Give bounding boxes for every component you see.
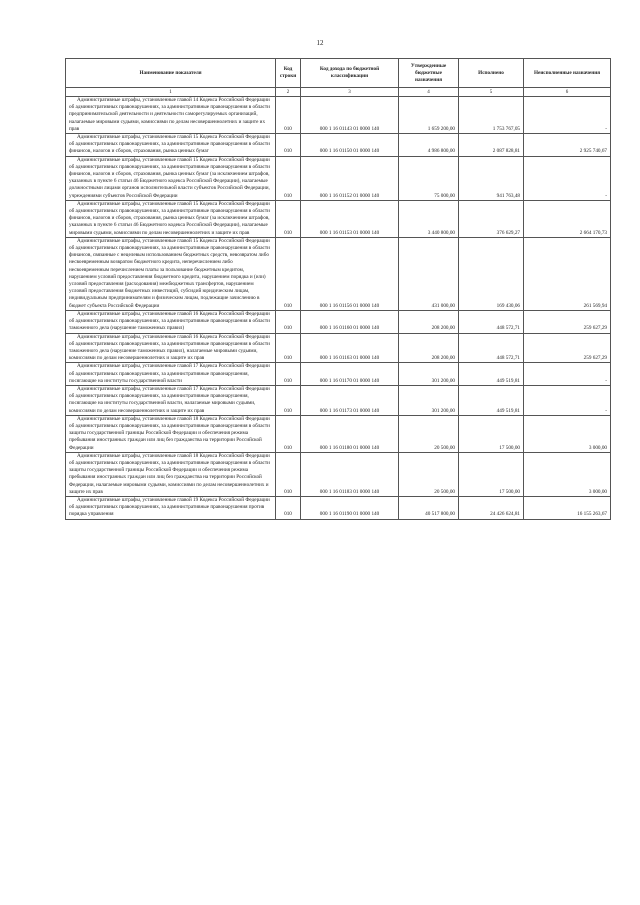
approved-amount: 301 200,00 <box>399 385 459 415</box>
approved-amount: 75 000,00 <box>399 156 459 200</box>
table-row <box>66 333 611 363</box>
executed-amount: 941 763,48 <box>459 156 524 200</box>
indicator-name: Административные штрафы, установленные главой 15 Кодекса Российской Федерации об административных правонарушениях, за административные правонарушения в области финансов, связанные с нецелевым использованием бюджетных средств, невозвратом либо несвоевременным возвратом бюджетного кредита, неперечислением либо несвоевременным перечислением платы за пользование бюджетным кредитом, нарушением условий предоставления бюджетного кредита, нарушением порядка и (или) условий предоставления (расходования) межбюджетных трансфертов, нарушением условий предоставления бюджетных инвестиций, субсидий юридическим лицам, индивидуальным предпринимателям и физическим лицам, подлежащие зачислению в бюджет субъекта Российской Федерации <box>66 237 276 310</box>
header-approved: Утвержденные бюджетные назначения <box>399 59 459 88</box>
line-code: 010 <box>276 385 301 415</box>
table-row <box>66 237 611 310</box>
indicator-name: Административные штрафы, установленные главой 15 Кодекса Российской Федерации об административных правонарушениях, за административные правонарушения в области финансов, налогов и сборов, страхования, рынка ценных бумаг <box>66 134 276 157</box>
column-number: 2 <box>276 88 301 97</box>
table-row <box>66 385 611 415</box>
line-code: 010 <box>276 452 301 496</box>
indicator-name: Административные штрафы, установленные главой 17 Кодекса Российской Федерации об административных правонарушениях, за административные правонарушения, посягающие на институты государственной власти <box>66 363 276 386</box>
approved-amount: 40 517 800,00 <box>399 496 459 519</box>
unexecuted-amount: 261 569,94 <box>524 237 611 310</box>
column-number-row <box>66 88 611 97</box>
approved-amount: 3 440 800,00 <box>399 200 459 237</box>
column-number: 4 <box>399 88 459 97</box>
unexecuted-amount: 2 925 740,67 <box>524 134 611 157</box>
approved-amount: 20 500,00 <box>399 452 459 496</box>
column-number: 1 <box>66 88 276 97</box>
indicator-name: Административные штрафы, установленные главой 15 Кодекса Российской Федерации об административных правонарушениях, за административные правонарушения в области финансов, налогов и сборов, страхования, рынка ценных бумаг (за исключением штрафов, указанных в пункте 6 статьи 46 Бюджетного кодекса Российской Федерации), налагаемые должностными лицами органов исполнительной власти субъектов Российской Федерации, учреждениями субъектов Российской Федерации <box>66 156 276 200</box>
unexecuted-amount: - <box>524 97 611 134</box>
income-code: 000 1 16 01190 01 0000 140 <box>301 496 399 519</box>
table-row <box>66 363 611 386</box>
line-code: 010 <box>276 496 301 519</box>
indicator-name: Административные штрафы, установленные главой 16 Кодекса Российской Федерации об административных правонарушениях, за административные правонарушения в области таможенного дела (нарушение таможенных правил) <box>66 310 276 333</box>
income-code: 000 1 16 01173 01 0000 140 <box>301 385 399 415</box>
line-code: 010 <box>276 333 301 363</box>
unexecuted-amount: 259 627,29 <box>524 333 611 363</box>
executed-amount: 449 519,81 <box>459 363 524 386</box>
executed-amount: 376 629,27 <box>459 200 524 237</box>
table-row <box>66 496 611 519</box>
line-code: 010 <box>276 310 301 333</box>
header-income-code: Код дохода по бюджетной классификации <box>301 59 399 88</box>
approved-amount: 431 000,00 <box>399 237 459 310</box>
unexecuted-amount: - <box>524 363 611 386</box>
header-unexecuted: Неисполненные назначения <box>524 59 611 88</box>
executed-amount: 448 572,71 <box>459 333 524 363</box>
budget-execution-table <box>65 58 611 520</box>
line-code: 010 <box>276 415 301 452</box>
approved-amount: 20 500,00 <box>399 415 459 452</box>
approved-amount: 1 659 200,00 <box>399 97 459 134</box>
income-code: 000 1 16 01163 01 0000 140 <box>301 333 399 363</box>
income-code: 000 1 16 01143 01 0000 140 <box>301 97 399 134</box>
table-row <box>66 97 611 134</box>
unexecuted-amount: 3 000,00 <box>524 415 611 452</box>
table-header-row <box>66 59 611 88</box>
unexecuted-amount: - <box>524 156 611 200</box>
approved-amount: 4 986 800,00 <box>399 134 459 157</box>
indicator-name: Административные штрафы, установленные главой 14 Кодекса Российской Федерации об административных правонарушениях, за административные правонарушения в области предпринимательской деятельности и деятельности саморегулируемых организаций, налагаемые мировыми судьями, комиссиями по делам несовершеннолетних и защите их прав <box>66 97 276 134</box>
page-number: 12 <box>316 39 324 47</box>
unexecuted-amount: 2 664 170,73 <box>524 200 611 237</box>
executed-amount: 448 572,71 <box>459 310 524 333</box>
table-row <box>66 452 611 496</box>
table-row <box>66 415 611 452</box>
executed-amount: 24 426 624,81 <box>459 496 524 519</box>
table-row <box>66 156 611 200</box>
column-number: 3 <box>301 88 399 97</box>
income-code: 000 1 16 01156 01 0000 140 <box>301 237 399 310</box>
executed-amount: 1 753 767,05 <box>459 97 524 134</box>
indicator-name: Административные штрафы, установленные главой 19 Кодекса Российской Федерации об административных правонарушениях, за административные правонарушения против порядка управления <box>66 496 276 519</box>
indicator-name: Административные штрафы, установленные главой 16 Кодекса Российской Федерации об административных правонарушениях, за административные правонарушения в области таможенного дела (нарушение таможенных правил), налагаемые мировыми судьями, комиссиями по делам несовершеннолетних и защите их прав <box>66 333 276 363</box>
column-number: 6 <box>524 88 611 97</box>
executed-amount: 17 500,00 <box>459 415 524 452</box>
indicator-name: Административные штрафы, установленные главой 18 Кодекса Российской Федерации об административных правонарушениях, за административные правонарушения в области защиты государственной границы Российской Федерации и обеспечения режима пребывания иностранных граждан или лиц без гражданства на территории Российской Федерации, налагаемые мировыми судьями, комиссиями по делам несовершеннолетних и защите их прав <box>66 452 276 496</box>
income-code: 000 1 16 01152 01 0000 140 <box>301 156 399 200</box>
header-line-code: Код строки <box>276 59 301 88</box>
unexecuted-amount: 259 627,29 <box>524 310 611 333</box>
executed-amount: 449 519,81 <box>459 385 524 415</box>
table-row <box>66 200 611 237</box>
income-code: 000 1 16 01183 01 0000 140 <box>301 452 399 496</box>
indicator-name: Административные штрафы, установленные главой 17 Кодекса Российской Федерации об административных правонарушениях, за административные правонарушения, посягающие на институты государственной власти, налагаемые мировыми судьями, комиссиями по делам несовершеннолетних и защите их прав <box>66 385 276 415</box>
executed-amount: 169 430,06 <box>459 237 524 310</box>
income-code: 000 1 16 01150 01 0000 140 <box>301 134 399 157</box>
header-executed: Исполнено <box>459 59 524 88</box>
unexecuted-amount: 3 000,00 <box>524 452 611 496</box>
indicator-name: Административные штрафы, установленные главой 15 Кодекса Российской Федерации об административных правонарушениях, за административные правонарушения в области финансов, налогов и сборов, страхования, рынка ценных бумаг (за исключением штрафов, указанных в пункте 6 статьи 46 Бюджетного кодекса Российской Федерации), налагаемые мировыми судьями, комиссиями по делам несовершеннолетних и защите их прав <box>66 200 276 237</box>
income-code: 000 1 16 01170 01 0000 140 <box>301 363 399 386</box>
income-code: 000 1 16 01160 01 0000 140 <box>301 310 399 333</box>
table-row <box>66 310 611 333</box>
line-code: 010 <box>276 134 301 157</box>
column-number: 5 <box>459 88 524 97</box>
line-code: 010 <box>276 237 301 310</box>
header-indicator-name: Наименование показателя <box>66 59 276 88</box>
unexecuted-amount: 16 155 263,67 <box>524 496 611 519</box>
unexecuted-amount: - <box>524 385 611 415</box>
line-code: 010 <box>276 200 301 237</box>
line-code: 010 <box>276 97 301 134</box>
approved-amount: 208 200,00 <box>399 310 459 333</box>
line-code: 010 <box>276 156 301 200</box>
executed-amount: 17 500,00 <box>459 452 524 496</box>
income-code: 000 1 16 01180 01 0000 140 <box>301 415 399 452</box>
income-code: 000 1 16 01153 01 0000 140 <box>301 200 399 237</box>
indicator-name: Административные штрафы, установленные главой 18 Кодекса Российской Федерации об административных правонарушениях, за административные правонарушения в области защиты государственной границы Российской Федерации и обеспечения режима пребывания иностранных граждан или лиц без гражданства на территории Российской Федерации <box>66 415 276 452</box>
line-code: 010 <box>276 363 301 386</box>
approved-amount: 208 200,00 <box>399 333 459 363</box>
table-row <box>66 134 611 157</box>
executed-amount: 2 087 828,81 <box>459 134 524 157</box>
approved-amount: 301 200,00 <box>399 363 459 386</box>
